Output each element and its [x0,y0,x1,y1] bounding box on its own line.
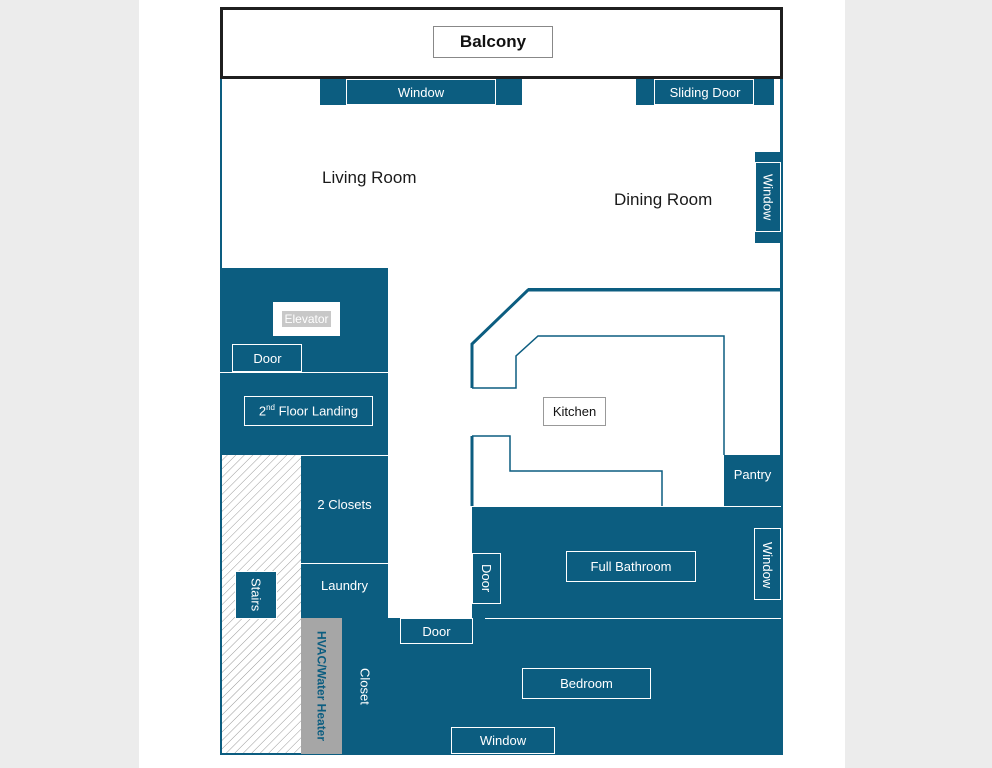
pantry-block [724,455,781,506]
top-window-label: Window [397,84,445,100]
sliding-door-label: Sliding Door [669,84,741,100]
closets-block [301,455,388,563]
stairs-block [235,571,277,619]
bedroom-door[interactable] [388,618,485,644]
bedroom-door-label: Door [422,623,451,639]
kitchen-counter-lower [472,436,662,506]
top-window [320,79,522,105]
dining-kitchen-wall [528,288,781,291]
kitchen-label-box [543,397,606,426]
living-room-label: Living Room [322,168,417,187]
laundry-label: Laundry [321,577,368,593]
closet-label: Closet [357,667,373,705]
closets-label: 2 Closets [317,496,372,512]
landing-label-box [244,396,373,426]
bedroom-label-box [522,668,651,699]
kitchen-counter-outline [472,290,781,388]
laundry-block [301,563,388,618]
bedroom-window [433,727,573,754]
hvac-label: HVAC/Water Heater [314,630,329,742]
sliding-door[interactable] [636,79,774,105]
floor-plan-page [139,0,845,768]
landing-label: 2nd Floor Landing [258,403,359,419]
bathroom-door-label: Door [479,564,494,593]
elevator-label-box [273,302,340,336]
bathroom-label-box [566,551,696,582]
hvac-block [301,618,342,754]
balcony-label: Balcony [459,32,527,51]
dining-window [755,152,781,243]
bathroom-door[interactable] [472,545,501,612]
elevator-door-label: Door [253,350,282,366]
pantry-label: Pantry [733,466,772,482]
dining-window-label: Window [760,174,776,221]
stairs-label: Stairs [248,578,264,612]
bathroom-window-label: Window [760,541,775,589]
kitchen-label: Kitchen [552,404,597,419]
elevator-label: Elevator [284,312,329,326]
closet-block [342,618,388,754]
bedroom-window-label: Window [479,733,527,748]
elevator-door[interactable] [220,344,315,372]
bathroom-label: Full Bathroom [590,559,672,574]
bathroom-window [754,518,781,612]
balcony-label-box [433,26,553,58]
dining-room-label: Dining Room [614,190,713,209]
bedroom-label: Bedroom [560,676,613,691]
